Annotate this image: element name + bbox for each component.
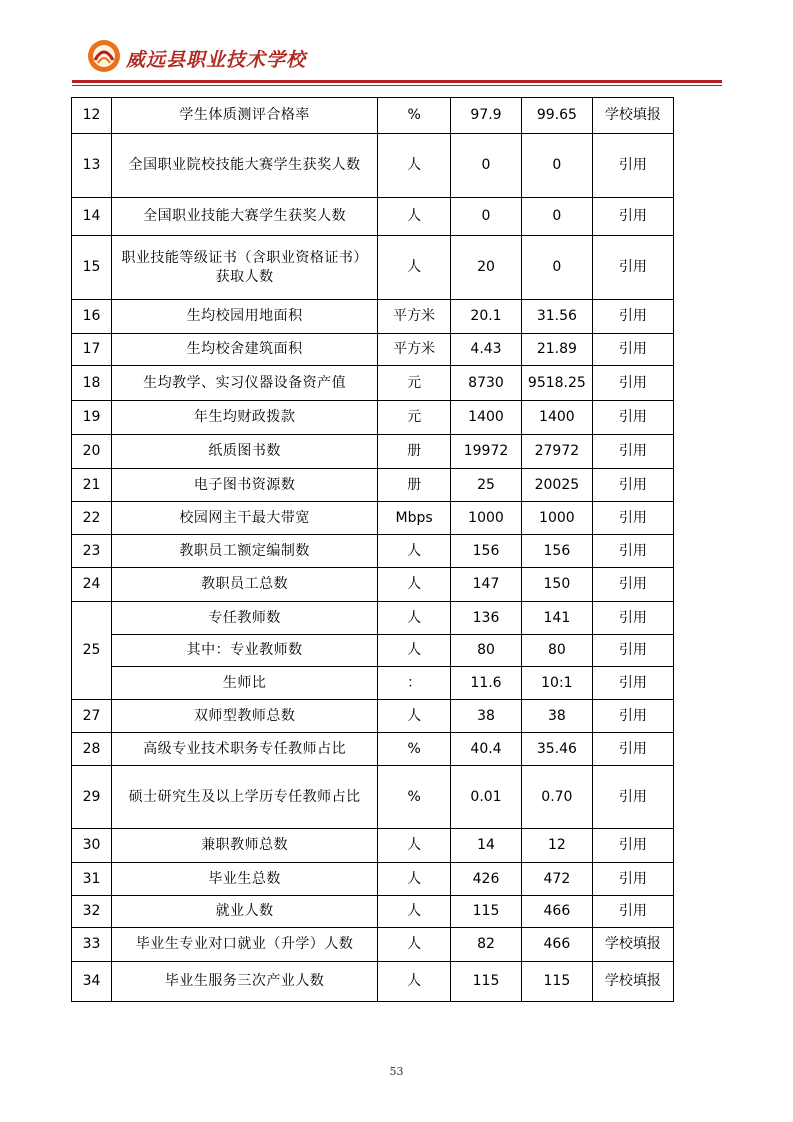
table-row [72, 366, 674, 401]
row-number: 29 [72, 766, 112, 829]
value-current: 141 [521, 602, 592, 635]
table-row [72, 535, 674, 568]
row-number: 27 [72, 700, 112, 733]
indicator-name: 生均教学、实习仪器设备资产值 [112, 366, 378, 401]
data-source: 引用 [592, 535, 673, 568]
indicator-table [71, 97, 674, 1002]
table-row [72, 863, 674, 896]
table-row [72, 602, 674, 635]
value-current: 10:1 [521, 667, 592, 700]
data-source: 引用 [592, 635, 673, 667]
unit-cell: 平方米 [378, 300, 451, 334]
table-row [72, 198, 674, 236]
value-previous: 38 [451, 700, 522, 733]
indicator-name: 全国职业院校技能大赛学生获奖人数 [112, 134, 378, 198]
data-source: 学校填报 [592, 928, 673, 962]
data-source: 引用 [592, 829, 673, 863]
value-previous: 20.1 [451, 300, 522, 334]
indicator-name: 专任教师数 [112, 602, 378, 635]
table-row [72, 134, 674, 198]
value-previous: 156 [451, 535, 522, 568]
table-row [72, 435, 674, 469]
data-source: 引用 [592, 700, 673, 733]
header-rule-thin [72, 85, 722, 86]
table-row [72, 962, 674, 1002]
indicator-name: 纸质图书数 [112, 435, 378, 469]
value-previous: 20 [451, 236, 522, 300]
row-number: 30 [72, 829, 112, 863]
table-row [72, 334, 674, 366]
table-row [72, 733, 674, 766]
indicator-name: 毕业生总数 [112, 863, 378, 896]
data-source: 引用 [592, 863, 673, 896]
indicator-name: 生均校舍建筑面积 [112, 334, 378, 366]
data-source: 引用 [592, 568, 673, 602]
table-row [72, 766, 674, 829]
value-current: 466 [521, 896, 592, 928]
school-logo-icon [86, 38, 122, 74]
value-current: 9518.25 [521, 366, 592, 401]
table-row [72, 300, 674, 334]
indicator-name: 教职员工总数 [112, 568, 378, 602]
row-number: 33 [72, 928, 112, 962]
value-previous: 426 [451, 863, 522, 896]
row-number: 22 [72, 502, 112, 535]
value-current: 0.70 [521, 766, 592, 829]
value-current: 0 [521, 134, 592, 198]
data-source: 引用 [592, 334, 673, 366]
value-current: 0 [521, 198, 592, 236]
unit-cell: 人 [378, 635, 451, 667]
table-row [72, 568, 674, 602]
indicator-name: 兼职教师总数 [112, 829, 378, 863]
row-number: 24 [72, 568, 112, 602]
indicator-name: 高级专业技术职务专任教师占比 [112, 733, 378, 766]
value-current: 1400 [521, 401, 592, 435]
row-number: 23 [72, 535, 112, 568]
indicator-name: 职业技能等级证书（含职业资格证书）获取人数 [112, 236, 378, 300]
value-current: 1000 [521, 502, 592, 535]
value-current: 35.46 [521, 733, 592, 766]
indicator-name: 校园网主干最大带宽 [112, 502, 378, 535]
table-row [72, 469, 674, 502]
table-row [72, 98, 674, 134]
value-previous: 80 [451, 635, 522, 667]
row-number: 15 [72, 236, 112, 300]
value-previous: 4.43 [451, 334, 522, 366]
value-previous: 0 [451, 134, 522, 198]
page-number: 53 [389, 1065, 404, 1078]
data-source: 引用 [592, 300, 673, 334]
unit-cell: 元 [378, 366, 451, 401]
value-current: 38 [521, 700, 592, 733]
row-number: 13 [72, 134, 112, 198]
value-current: 80 [521, 635, 592, 667]
unit-cell: 人 [378, 134, 451, 198]
data-source: 学校填报 [592, 98, 673, 134]
unit-cell: 人 [378, 236, 451, 300]
value-previous: 115 [451, 896, 522, 928]
value-previous: 1000 [451, 502, 522, 535]
value-current: 20025 [521, 469, 592, 502]
data-source: 引用 [592, 502, 673, 535]
value-previous: 25 [451, 469, 522, 502]
row-number: 12 [72, 98, 112, 134]
indicator-name: 生师比 [112, 667, 378, 700]
unit-cell: 人 [378, 962, 451, 1002]
data-source: 引用 [592, 667, 673, 700]
row-number: 21 [72, 469, 112, 502]
unit-cell: 元 [378, 401, 451, 435]
unit-cell: 册 [378, 469, 451, 502]
header-rule-thick [72, 80, 722, 83]
unit-cell: 平方米 [378, 334, 451, 366]
row-number: 31 [72, 863, 112, 896]
value-previous: 115 [451, 962, 522, 1002]
row-number: 14 [72, 198, 112, 236]
row-number: 34 [72, 962, 112, 1002]
value-current: 156 [521, 535, 592, 568]
row-number: 28 [72, 733, 112, 766]
indicator-name: 双师型教师总数 [112, 700, 378, 733]
unit-cell: 人 [378, 700, 451, 733]
value-previous: 14 [451, 829, 522, 863]
unit-cell: 人 [378, 829, 451, 863]
row-number: 20 [72, 435, 112, 469]
data-source: 引用 [592, 401, 673, 435]
value-previous: 82 [451, 928, 522, 962]
table-row [72, 928, 674, 962]
unit-cell: 人 [378, 896, 451, 928]
indicator-name: 毕业生服务三次产业人数 [112, 962, 378, 1002]
value-previous: 19972 [451, 435, 522, 469]
table-row [72, 667, 674, 700]
data-source: 引用 [592, 435, 673, 469]
data-source: 引用 [592, 236, 673, 300]
unit-cell: 人 [378, 198, 451, 236]
value-previous: 147 [451, 568, 522, 602]
value-previous: 8730 [451, 366, 522, 401]
row-number: 16 [72, 300, 112, 334]
unit-cell: 册 [378, 435, 451, 469]
data-source: 学校填报 [592, 962, 673, 1002]
row-number: 18 [72, 366, 112, 401]
row-number: 32 [72, 896, 112, 928]
table-row [72, 401, 674, 435]
value-current: 31.56 [521, 300, 592, 334]
school-name: 威远县职业技术学校 [126, 49, 307, 71]
table-row [72, 829, 674, 863]
value-current: 150 [521, 568, 592, 602]
unit-cell: Mbps [378, 502, 451, 535]
indicator-name: 全国职业技能大赛学生获奖人数 [112, 198, 378, 236]
indicator-name: 硕士研究生及以上学历专任教师占比 [112, 766, 378, 829]
unit-cell: % [378, 733, 451, 766]
row-number: 25 [72, 602, 112, 700]
value-previous: 0.01 [451, 766, 522, 829]
value-current: 99.65 [521, 98, 592, 134]
data-source: 引用 [592, 366, 673, 401]
unit-cell: % [378, 766, 451, 829]
value-previous: 1400 [451, 401, 522, 435]
data-source: 引用 [592, 733, 673, 766]
value-previous: 97.9 [451, 98, 522, 134]
unit-cell: 人 [378, 863, 451, 896]
table-row [72, 236, 674, 300]
indicator-table-body [72, 98, 674, 1002]
value-current: 115 [521, 962, 592, 1002]
row-number: 19 [72, 401, 112, 435]
indicator-name: 教职员工额定编制数 [112, 535, 378, 568]
unit-cell: 人 [378, 928, 451, 962]
page-header [72, 38, 722, 88]
unit-cell: 人 [378, 568, 451, 602]
value-current: 12 [521, 829, 592, 863]
table-row [72, 502, 674, 535]
value-current: 466 [521, 928, 592, 962]
value-previous: 0 [451, 198, 522, 236]
indicator-name: 生均校园用地面积 [112, 300, 378, 334]
row-number: 17 [72, 334, 112, 366]
indicator-name: 年生均财政拨款 [112, 401, 378, 435]
value-current: 0 [521, 236, 592, 300]
unit-cell: 人 [378, 535, 451, 568]
value-previous: 11.6 [451, 667, 522, 700]
unit-cell: ： [378, 667, 451, 700]
indicator-name: 电子图书资源数 [112, 469, 378, 502]
table-row [72, 896, 674, 928]
value-current: 21.89 [521, 334, 592, 366]
indicator-name: 学生体质测评合格率 [112, 98, 378, 134]
data-source: 引用 [592, 766, 673, 829]
value-current: 27972 [521, 435, 592, 469]
table-row [72, 635, 674, 667]
data-source: 引用 [592, 602, 673, 635]
unit-cell: 人 [378, 602, 451, 635]
data-source: 引用 [592, 134, 673, 198]
unit-cell: % [378, 98, 451, 134]
value-previous: 40.4 [451, 733, 522, 766]
data-source: 引用 [592, 896, 673, 928]
value-previous: 136 [451, 602, 522, 635]
indicator-name: 其中：专业教师数 [112, 635, 378, 667]
table-row [72, 700, 674, 733]
data-source: 引用 [592, 198, 673, 236]
indicator-name: 毕业生专业对口就业（升学）人数 [112, 928, 378, 962]
indicator-name: 就业人数 [112, 896, 378, 928]
value-current: 472 [521, 863, 592, 896]
data-source: 引用 [592, 469, 673, 502]
